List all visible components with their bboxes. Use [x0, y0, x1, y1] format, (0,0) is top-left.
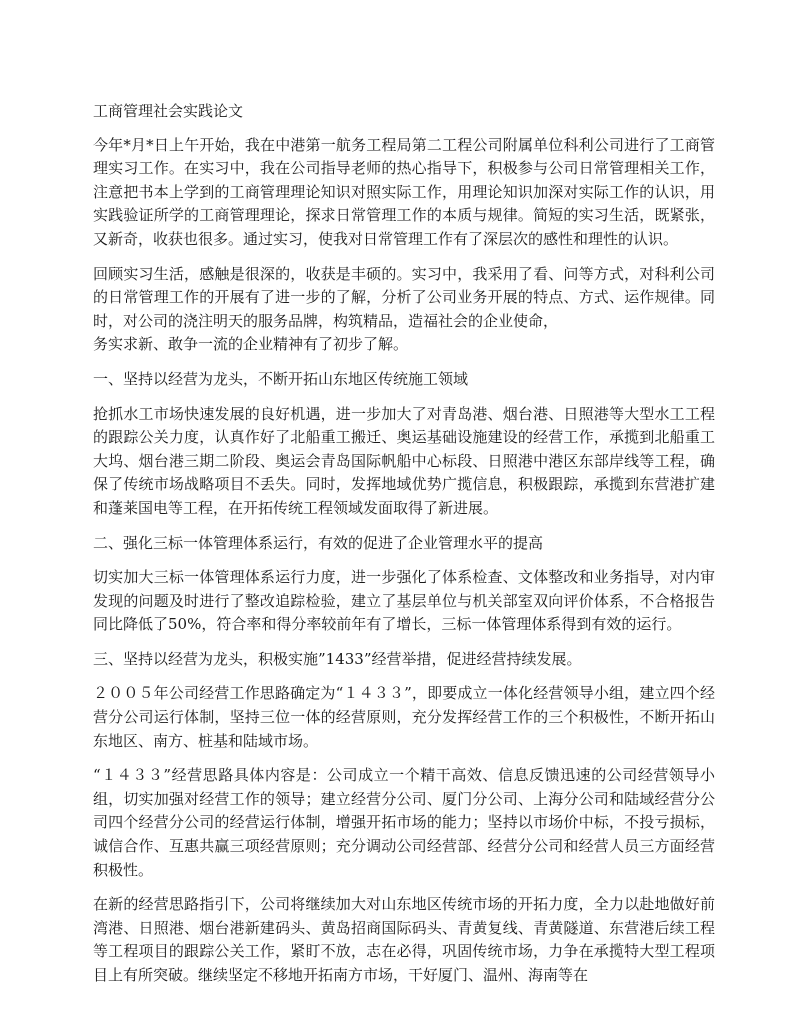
document-page — [93, 100, 715, 999]
paragraph-review-cont: 务实求新、敢争一流的企业精神有了初步了解。 — [93, 335, 409, 354]
section-heading-3: 三、坚持以经营为龙头，积极实施”1433”经营举措，促进经营持续发展。 — [93, 649, 582, 668]
paragraph-section-2: 切实加大三标一体管理体系运行力度，进一步强化了体系检查、文体整改和业务指导，对内审发现的问题及时进行了整改追踪检验，建立了基层单位与机关部室双向评价体系，不合格报告同比降低了50%，符合率和得分率较前年有了增长，三标一体管理体系得到有效的运行。 — [93, 568, 715, 634]
paragraph-review: 回顾实习生活，感触是很深的，收获是丰硕的。实习中，我采用了看、问等方式，对科利公司的日常管理工作的开展有了进一步的了解，分析了公司业务开展的特点、方式、运作规律。同时，对公司的浇注明天的服务品牌，构筑精品，造福社会的企业使命， — [93, 264, 715, 330]
document-title: 工商管理社会实践论文 — [93, 102, 244, 120]
section-heading-2: 二、强化三标一体管理体系运行，有效的促进了企业管理水平的提高 — [93, 533, 544, 552]
paragraph-section-1: 抢抓水工市场快速发展的良好机遇，进一步加大了对青岛港、烟台港、日照港等大型水工工程的跟踪公关力度，认真作好了北船重工搬迁、奥运基础设施建设的经营工作，承揽到北船重工大坞、烟台港三期二阶段、奥运会青岛国际帆船中心标段、日照港中港区东部岸线等工程，确保了传统市场战略项目不丢失。同时，发挥地域优势广揽信息，积极跟踪，承揽到东营港扩建和蓬莱国电等工程，在开拓传统工程领域发面取得了新进展。 — [93, 404, 715, 517]
paragraph-new-strategy: 在新的经营思路指引下，公司将继续加大对山东地区传统市场的开拓力度，全力以赴地做好前湾港、日照港、烟台港新建码头、黄岛招商国际码头、青黄复线、青黄隧道、东营港后续工程等工程项目的跟踪公关工作，紧盯不放，志在必得，巩固传统市场，力争在承揽特大型工程项目上有所突破。继续坚定不移地开拓南方市场，干好厦门、温州、海南等在 — [93, 895, 715, 984]
paragraph-strategy-details: “１４３３”经营思路具体内容是：公司成立一个精干高效、信息反馈迅速的公司经营领导小组，切实加强对经营工作的领导；建立经营分公司、厦门分公司、上海分公司和陆域经营分公司四个经营分公司的经营运行体制，增强开拓市场的能力；坚持以市场价中标，不投亏损标，诚信合作、互惠共赢三项经营原则；充分调动公司经营部、经营分公司和经营人员三方面经营积极性。 — [93, 766, 715, 879]
paragraph-strategy-2005: ２００５年公司经营工作思路确定为“１４３３”，即要成立一体化经营领导小组，建立四个经营分公司运行体制，坚持三位一体的经营原则，充分发挥经营工作的三个积极性，不断开拓山东地区、南方、桩基和陆域市场。 — [93, 684, 715, 750]
section-heading-1: 一、坚持以经营为龙头，不断开拓山东地区传统施工领域 — [93, 369, 469, 388]
paragraph-intro: 今年*月*日上午开始，我在中港第一航务工程局第二工程公司附属单位科利公司进行了工商管理实习工作。在实习中，我在公司指导老师的热心指导下，积极参与公司日常管理相关工作，注意把书本上学到的工商管理理论知识对照实际工作，用理论知识加深对实际工作的认识，用实践验证所学的工商管理理论，探求日常管理工作的本质与规律。简短的实习生活，既紧张，又新奇，收获也很多。通过实习，使我对日常管理工作有了深层次的感性和理性的认识。 — [93, 135, 715, 248]
